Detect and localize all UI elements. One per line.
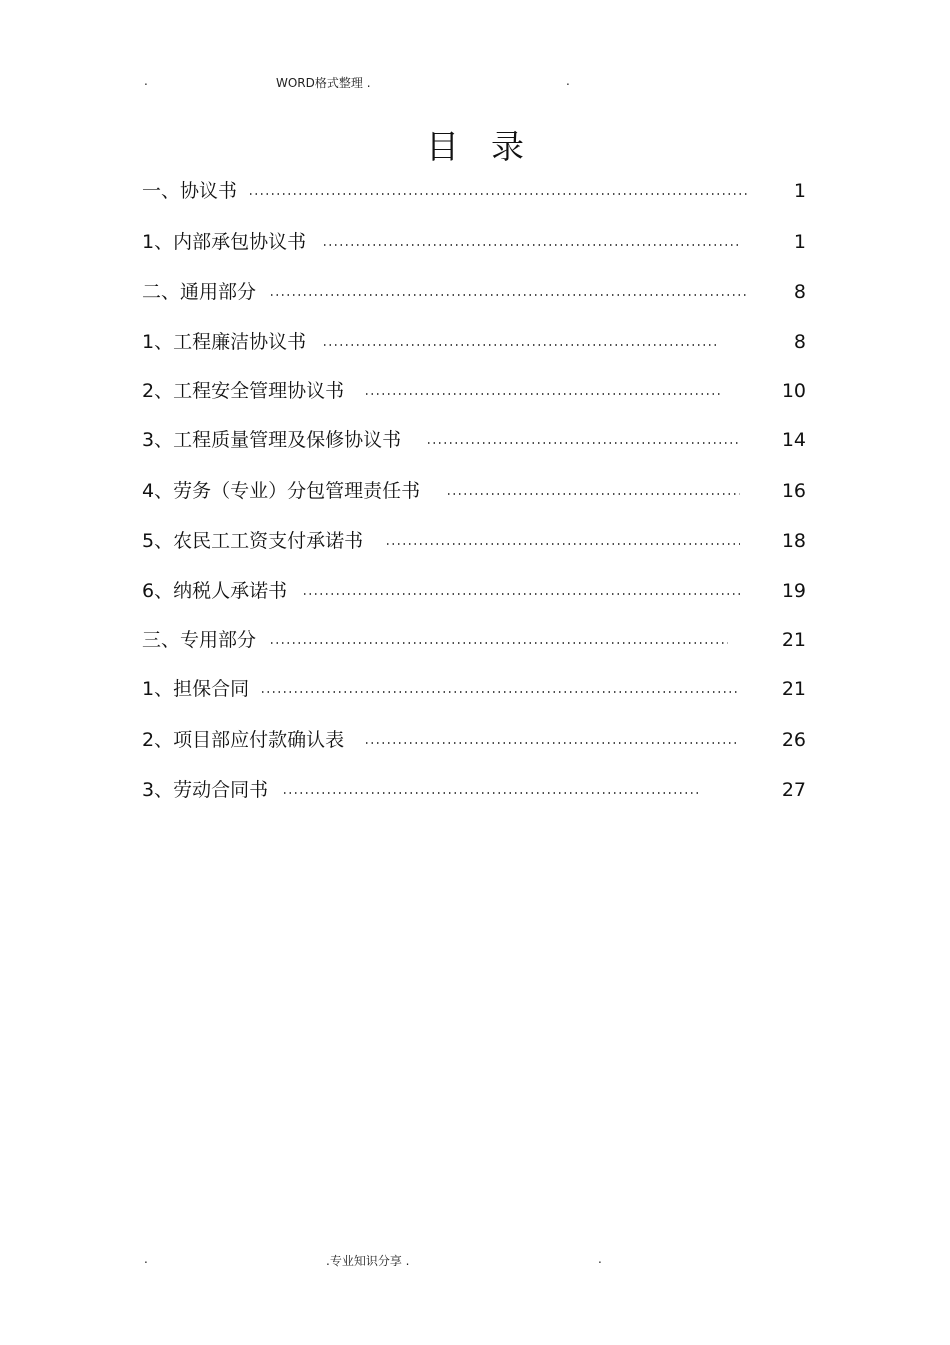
toc-entry-label: 1、担保合同 (142, 678, 250, 700)
toc-entry[interactable] (142, 327, 806, 357)
toc-entry-page: 8 (793, 331, 806, 353)
toc-leader-dots (446, 476, 740, 506)
toc-entry-page: 26 (781, 729, 806, 751)
toc-entry[interactable] (142, 176, 806, 206)
toc-entry-page: 21 (781, 629, 806, 651)
toc-entry[interactable] (142, 376, 806, 406)
header-text: WORD格式整理 . (276, 76, 371, 90)
toc-entry-label: 3、工程质量管理及保修协议书 (142, 429, 402, 451)
toc-entry-page: 14 (781, 429, 806, 451)
toc-leader-dots (248, 176, 748, 206)
toc-entry[interactable] (142, 277, 806, 307)
toc-entry-page: 16 (781, 480, 806, 502)
toc-entry-label: 一、协议书 (142, 180, 238, 202)
toc-leader-dots (269, 277, 748, 307)
toc-leader-dots (282, 775, 700, 805)
toc-entry[interactable] (142, 476, 806, 506)
toc-leader-dots (364, 725, 740, 755)
toc-entry-label: 2、工程安全管理协议书 (142, 380, 345, 402)
toc-leader-dots (269, 625, 728, 655)
toc-leader-dots (322, 227, 740, 257)
toc-entry-page: 1 (793, 231, 806, 253)
toc-entry[interactable] (142, 674, 806, 704)
toc-entry[interactable] (142, 725, 806, 755)
footer-dot-left: . (144, 1252, 148, 1266)
toc-leader-dots (426, 425, 740, 455)
toc-entry[interactable] (142, 625, 806, 655)
toc-entry-page: 8 (793, 281, 806, 303)
toc-leader-dots (302, 576, 740, 606)
toc-entry-page: 21 (781, 678, 806, 700)
toc-entry-page: 10 (781, 380, 806, 402)
toc-entry-label: 三、专用部分 (142, 629, 257, 651)
toc-entry-label: 5、农民工工资支付承诺书 (142, 530, 364, 552)
page-title: 目录 (426, 127, 556, 166)
toc-entry-page: 1 (793, 180, 806, 202)
toc-entry-page: 18 (781, 530, 806, 552)
toc-entry-label: 6、纳税人承诺书 (142, 580, 288, 602)
toc-entry[interactable] (142, 526, 806, 556)
toc-entry-label: 4、劳务（专业）分包管理责任书 (142, 480, 421, 502)
toc-entry-page: 19 (781, 580, 806, 602)
toc-entry[interactable] (142, 576, 806, 606)
header-dot-right: . (566, 74, 570, 88)
toc-entry-label: 1、工程廉洁协议书 (142, 331, 307, 353)
toc-entry-label: 二、通用部分 (142, 281, 257, 303)
footer-dot-right: . (598, 1252, 602, 1266)
footer-text: .专业知识分享 . (326, 1254, 410, 1268)
toc-leader-dots (364, 376, 720, 406)
toc-entry-page: 27 (781, 779, 806, 801)
toc-leader-dots (260, 674, 740, 704)
toc-leader-dots (385, 526, 740, 556)
toc-entry[interactable] (142, 425, 806, 455)
toc-leader-dots (322, 327, 720, 357)
toc-entry-label: 1、内部承包协议书 (142, 231, 307, 253)
toc-entry-label: 2、项目部应付款确认表 (142, 729, 345, 751)
toc-entry[interactable] (142, 775, 806, 805)
toc-entry-label: 3、劳动合同书 (142, 779, 269, 801)
toc-entry[interactable] (142, 227, 806, 257)
header-dot-left: . (144, 74, 148, 88)
